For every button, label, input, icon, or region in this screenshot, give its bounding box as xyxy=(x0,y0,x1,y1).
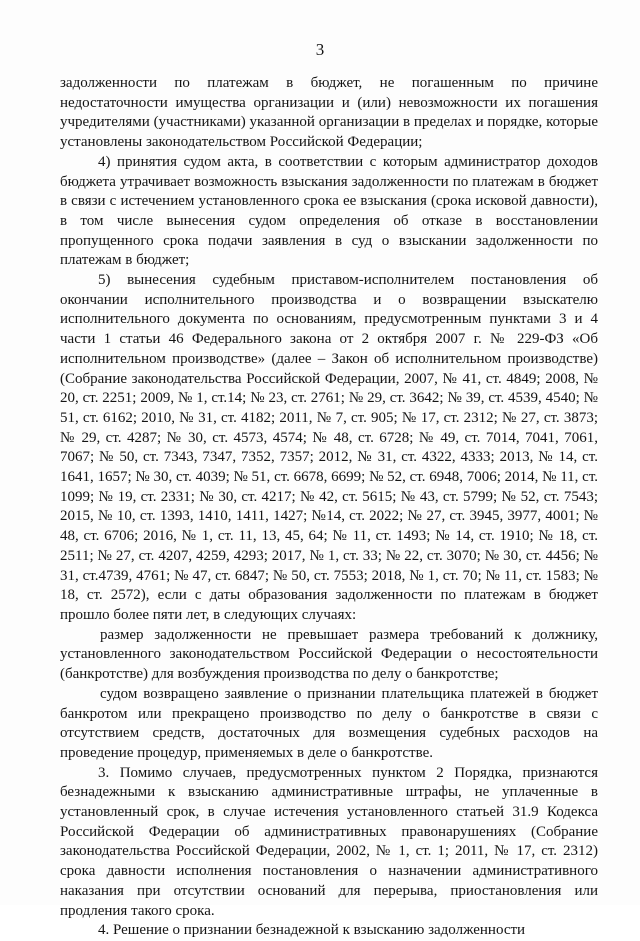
page-number: 3 xyxy=(315,40,325,59)
document-body xyxy=(60,74,598,941)
paragraph-continuation: задолженности по платежам в бюджет, не погашенным по причине недостаточности имущества организации и (или) невозможности их погашения учредителями (участниками) указанной организации в пределах и порядке, которые установлены законодательством Российской Федерации; xyxy=(60,75,598,151)
paragraph-item-5: 5) вынесения судебным приставом-исполнителем постановления об окончании исполнительного производства и о возвращении взыскателю исполнительного документа по основаниям, предусмотренным пунктами 3 и 4 части 1 статьи 46 Федерального закона от 2 октября 2007 г. № 229-ФЗ «Об исполнительном производстве» (далее – Закон об исполнительном производстве) (Собрание законодательства Российской Федерации, 2007, № 41, ст. 4849; 2008, № 20, ст. 2251; 2009, № 1, ст.14; № 23, ст. 2761; № 29, ст. 3642; № 39, ст. 4539, 4540; № 51, ст. 6162; 2010, № 31, ст. 4182; 2011, № 7, ст. 905; № 17, ст. 2312; № 27, ст. 3873; № 29, ст. 4287; № 30, ст. 4573, 4574; № 48, ст. 6728; № 49, ст. 7014, 7041, 7061, 7067; № 50, ст. 7343, 7347, 7352, 7357; 2012, № 31, ст. 4322, 4333; 2013, № 14, ст. 1641, 1657; № 30, ст. 4039; № 51, ст. 6678, 6699; № 52, ст. 6948, 7006; 2014, № 11, ст. 1099; № 19, ст. 2331; № 30, ст. 4217; № 42, ст. 5615; № 43, ст. 5799; № 52, ст. 7543; 2015, № 10, ст. 1393, 1410, 1411, 1427; №14, ст. 2022; № 27, ст. 3945, 3977, 4001; № 48, ст. 6706; 2016, № 1, ст. 11, 13, 45, 64; № 11, ст. 1493; № 14, ст. 1910; № 18, ст. 2511; № 27, ст. 4207, 4259, 4293; 2017, № 1, ст. 33; № 22, ст. 3070; № 30, ст. 4456; № 31, ст.4739, 4761; № 47, ст. 6847; № 50, ст. 7553; 2018, № 1, ст. 70; № 11, ст. 1583; № 18, ст. 2572), если с даты образования задолженности по платежам в бюджет прошло более пяти лет, в следующих случаях: xyxy=(60,272,598,623)
paragraph-section-4: 4. Решение о признании безнадежной к взысканию задолженности xyxy=(98,922,526,939)
paragraph-case-debt-size: размер задолженности не превышает размера требований к должнику, установленного законодательством Российской Федерации о несостоятельности (банкротстве) для возбуждения производства по делу о банкротстве; xyxy=(60,626,598,683)
paragraph-section-3: 3. Помимо случаев, предусмотренных пунктом 2 Порядка, признаются безнадежными к взысканию административные штрафы, не уплаченные в установленный срок, в случае истечения установленного статьей 31.9 Кодекса Российской Федерации об административных правонарушениях (Собрание законодательства Российской Федерации, 2002, № 1, ст. 1; 2011, № 17, ст. 2312) срока давности исполнения постановления о назначении административного наказания при отсутствии оснований для перерыва, приостановления или продления такого срока. xyxy=(60,764,598,919)
paragraph-case-bankruptcy: судом возвращено заявление о признании плательщика платежей в бюджет банкротом или прекращено производство по делу о банкротстве в связи с отсутствием средств, достаточных для возмещения судебных расходов на проведение процедур, применяемых в деле о банкротстве. xyxy=(60,685,598,761)
paragraph-item-4: 4) принятия судом акта, в соответствии с которым администратор доходов бюджета утрачивает возможность взыскания задолженности по платежам в бюджет в связи с истечением установленного срока ее взыскания (срока исковой давности), в том числе вынесения судом определения об отказе в восстановлении пропущенного срока подачи заявления в суд о взыскании задолженности по платежам в бюджет; xyxy=(60,153,598,269)
